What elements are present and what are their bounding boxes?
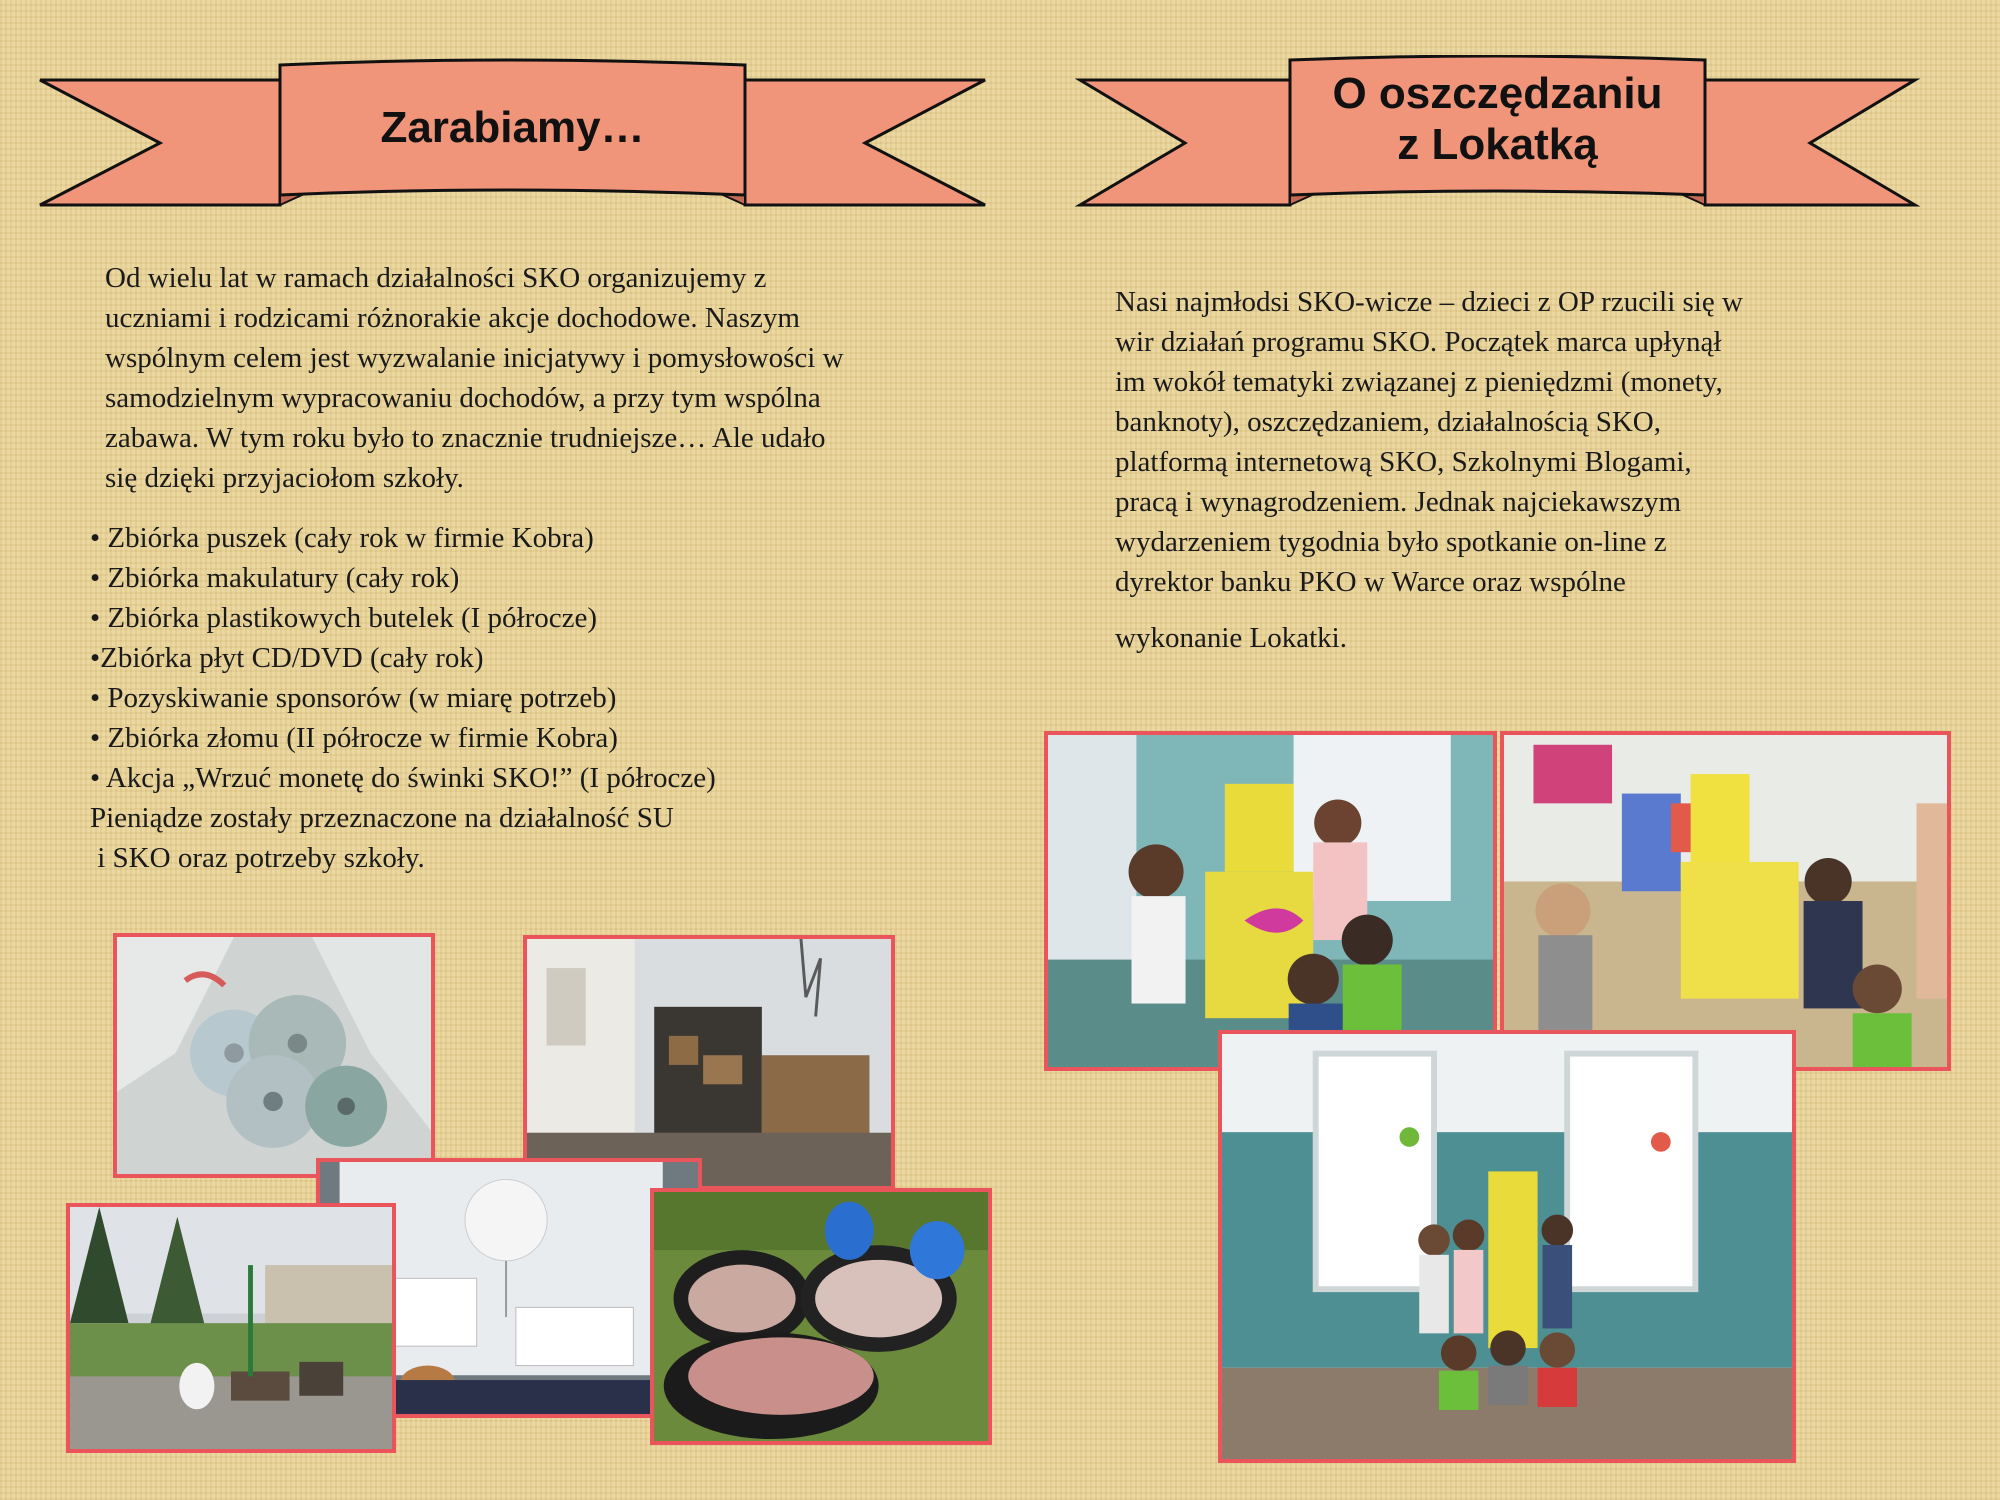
- truck-loading-photo: [523, 935, 895, 1190]
- list-item: •Zbiórka płyt CD/DVD (cały rok): [90, 642, 484, 674]
- right-banner: [1075, 55, 1920, 220]
- intro-line: wspólnym celem jest wyzwalanie inicjatywy i pomysłowości w: [105, 342, 844, 374]
- right-banner-title-line1: O oszczędzaniu: [1332, 69, 1663, 118]
- list-item: • Pozyskiwanie sponsorów (w miarę potrzeb): [90, 682, 617, 714]
- intro-line: wykonanie Lokatki.: [1115, 622, 1347, 654]
- closing-line: Pieniądze zostały przeznaczone na działalność SU: [90, 802, 674, 834]
- intro-line: samodzielnym wypracowaniu dochodów, a przy tym wspólna: [105, 382, 821, 414]
- group-photo-lokatka: [1218, 1030, 1796, 1463]
- intro-line: Nasi najmłodsi SKO-wicze – dzieci z OP rzucili się w: [1115, 286, 1743, 318]
- intro-line: Od wielu lat w ramach działalności SKO organizujemy z: [105, 262, 767, 294]
- list-item: • Akcja „Wrzuć monetę do świnki SKO!” (I półrocze): [90, 762, 716, 794]
- list-item: • Zbiórka złomu (II półrocze w firmie Kobra): [90, 722, 618, 754]
- scrap-metal-photo: [66, 1203, 396, 1453]
- intro-line: dyrektor banku PKO w Warce oraz wspólne: [1115, 566, 1626, 598]
- right-banner-title-line2: z Lokatką: [1397, 119, 1598, 169]
- intro-line: się dzięki przyjaciołom szkoły.: [105, 462, 464, 494]
- intro-line: platformą internetową SKO, Szkolnymi Blogami,: [1115, 446, 1692, 478]
- right-intro-paragraph: [1115, 282, 1955, 658]
- closing-line: i SKO oraz potrzeby szkoły.: [90, 842, 425, 874]
- intro-line: zabawa. W tym roku było to znacznie trudniejsze… Ale udało: [105, 422, 826, 454]
- left-banner: [35, 55, 990, 220]
- children-giraffe-photo-1: [1044, 731, 1497, 1071]
- intro-line: pracą i wynagrodzeniem. Jednak najciekawszym: [1115, 486, 1682, 518]
- left-intro-paragraph: [105, 258, 985, 498]
- left-banner-title: Zarabiamy…: [380, 103, 645, 152]
- fundraising-list: [90, 518, 970, 878]
- intro-line: uczniami i rodzicami różnorakie akcje dochodowe. Naszym: [105, 302, 800, 334]
- right-banner-title: [1290, 69, 1705, 170]
- list-item: • Zbiórka plastikowych butelek (I półrocze): [90, 602, 598, 634]
- children-giraffe-photo-2: [1500, 731, 1951, 1071]
- cd-collection-photo: [113, 933, 435, 1178]
- list-item: • Zbiórka puszek (cały rok w firmie Kobra): [90, 522, 594, 554]
- cans-bags-photo: [650, 1188, 992, 1445]
- intro-line: im wokół tematyki związanej z pieniędzmi (monety,: [1115, 366, 1723, 398]
- list-item: • Zbiórka makulatury (cały rok): [90, 562, 460, 594]
- intro-line: banknoty), oszczędzaniem, działalnością SKO,: [1115, 406, 1661, 438]
- intro-line: wir działań programu SKO. Początek marca upłynął: [1115, 326, 1722, 358]
- intro-line: wydarzeniem tygodnia było spotkanie on-line z: [1115, 526, 1667, 558]
